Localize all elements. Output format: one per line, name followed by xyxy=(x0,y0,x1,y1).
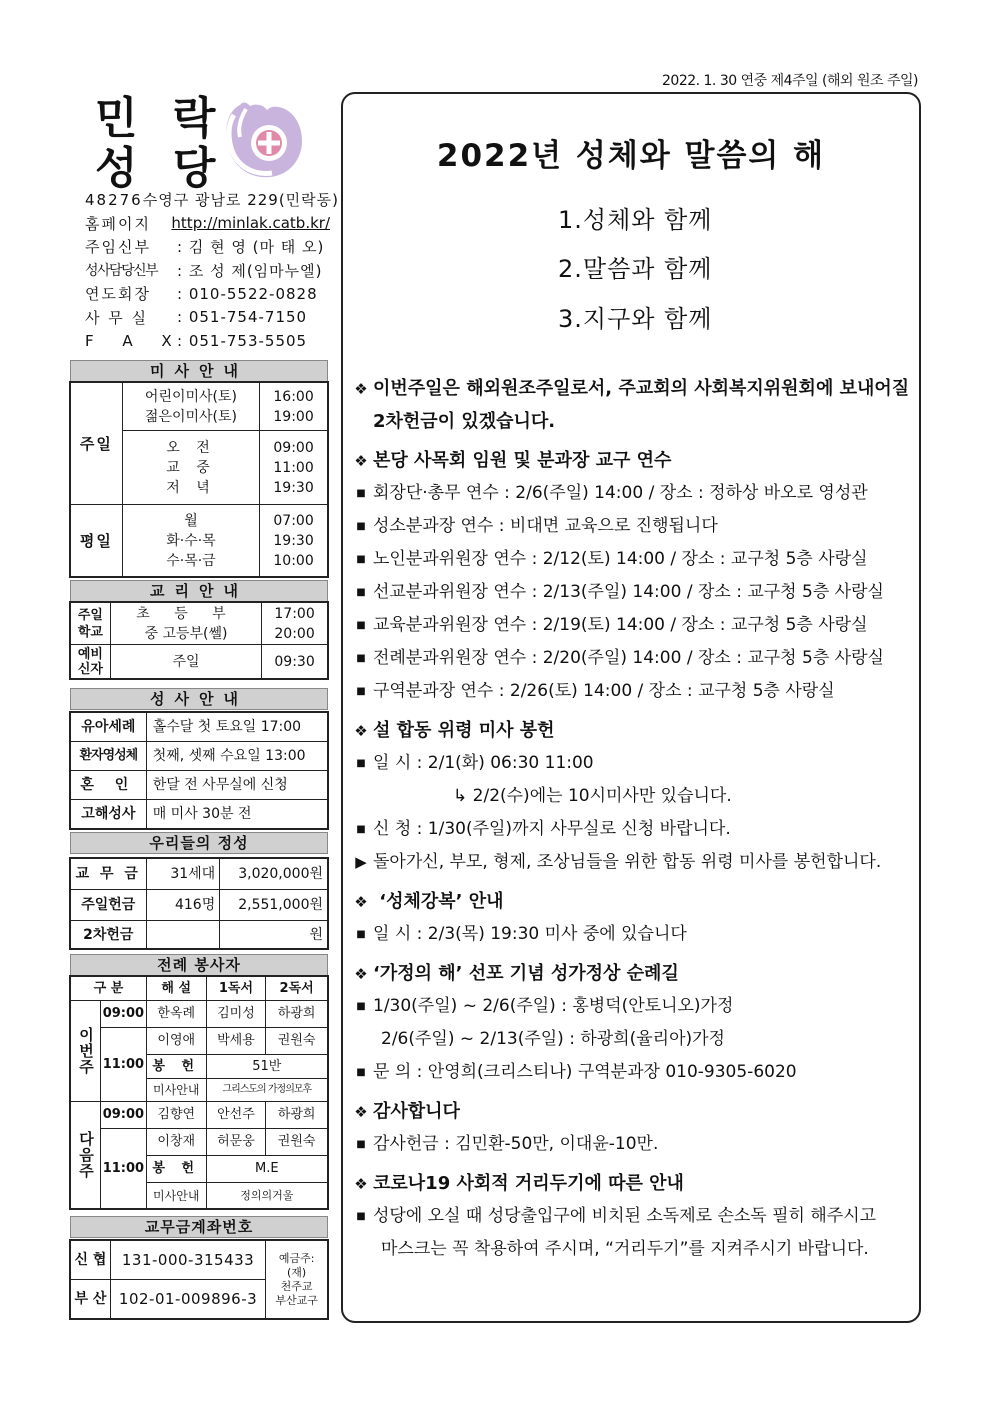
diamond-bullet-icon: ❖ xyxy=(354,893,368,911)
offerings-title: 우리들의 정성 xyxy=(70,832,328,854)
sacraments-title: 성사안내 xyxy=(70,688,328,710)
announcement-line xyxy=(349,1200,914,1233)
square-bullet-icon: ■ xyxy=(356,1211,366,1222)
square-bullet-icon: ■ xyxy=(356,554,366,565)
announcement-line xyxy=(349,747,914,780)
servers-table: 구 분 해 설 1독서 2독서 이번주 09:00 한옥례 김미성 하광희 11:00 이영애 박세용 권원숙 봉 헌 51반 미사안내 그리스도의 가정의모후 다음주 09:00 김향연 안선주 하광희 11:00 이창재 허문웅 권원숙 봉 헌 M.E 미사안내 정의의거울 xyxy=(70,976,328,1209)
announcement-text: 돌아가신, 부모, 형제, 조상님들을 위한 합동 위령 미사를 봉헌합니다. xyxy=(373,852,882,872)
announcement-line xyxy=(349,1056,914,1089)
offerings-table: 교 무 금 31세대 3,020,000원 주일헌금 416명 2,551,000원 2차헌금 원 xyxy=(70,858,328,949)
info-address: 48276 수영구 광남로 229(민락동) xyxy=(85,190,340,210)
arrow-bullet-icon: ▶ xyxy=(355,853,367,871)
info-pastor: 주임신부 : 김 현 영 (마 태 오) xyxy=(85,238,325,257)
next-week-label: 다음주 xyxy=(71,1102,101,1209)
announcement-heading xyxy=(349,405,914,438)
announcement-line xyxy=(349,846,914,879)
announcement-line xyxy=(349,1128,914,1161)
info-chairman: 연도회장 : 010-5522-0828 xyxy=(85,284,318,304)
announcement-text: 일 시 : 2/3(목) 19:30 미사 중에 있습니다 xyxy=(373,924,687,944)
announcement-text: ↳ 2/2(수)에는 10시미사만 있습니다. xyxy=(453,786,732,806)
square-bullet-icon: ■ xyxy=(356,824,366,835)
announcement-line xyxy=(349,642,914,675)
announcement-text: 설 합동 위령 미사 봉헌 xyxy=(373,720,555,741)
this-week-label: 이번주 xyxy=(71,1001,101,1102)
square-bullet-icon: ■ xyxy=(356,929,366,940)
announcement-heading xyxy=(349,714,914,747)
announcement-heading xyxy=(349,444,914,477)
square-bullet-icon: ■ xyxy=(356,521,366,532)
announcement-text: 회장단·총무 연수 : 2/6(주일) 14:00 / 장소 : 정하상 바오로 영성관 xyxy=(373,483,868,503)
diamond-bullet-icon: ❖ xyxy=(354,380,368,398)
announcement-text: 마스크는 꼭 착용하여 주시며, “거리두기”를 지켜주시기 바랍니다. xyxy=(381,1239,869,1259)
accounts-table: 신 협 131-000-315433 예금주: (재) 천주교 부산교구 부 산 102-01-009896-3 xyxy=(70,1240,328,1319)
square-bullet-icon: ■ xyxy=(356,1001,366,1012)
announcement-heading xyxy=(349,957,914,990)
announcement-text: 노인분과위원장 연수 : 2/12(토) 14:00 / 장소 : 교구청 5층 사랑실 xyxy=(373,549,868,569)
announcement-text: 성당에 오실 때 성당출입구에 비치된 소독제로 손소독 필히 해주시고 xyxy=(373,1206,877,1226)
accounts-title: 교무금계좌번호 xyxy=(70,1216,328,1238)
announcement-text: 감사합니다 xyxy=(373,1101,460,1122)
announcement-line xyxy=(349,675,914,708)
announcement-text: 신 청 : 1/30(주일)까지 사무실로 신청 바랍니다. xyxy=(373,819,731,839)
church-name-line2: 성 당 xyxy=(95,143,226,194)
diamond-bullet-icon: ❖ xyxy=(354,452,368,470)
servers-title: 전례 봉사자 xyxy=(70,954,328,976)
announcement-line xyxy=(349,543,914,576)
announcement-text: ‘성체강복’ 안내 xyxy=(373,891,504,912)
square-bullet-icon: ■ xyxy=(356,653,366,664)
announcement-line xyxy=(349,990,914,1023)
square-bullet-icon: ■ xyxy=(356,758,366,769)
announcement-text: 이번주일은 해외원조주일로서, 주교회의 사회복지위원회에 보내어질 xyxy=(373,378,910,399)
main-panel xyxy=(341,92,921,1323)
theme-3: 3.지구와 함께 xyxy=(558,305,713,333)
announcement-line xyxy=(349,510,914,543)
announcement-line xyxy=(349,477,914,510)
announcement-heading xyxy=(349,372,914,405)
announcement-text: 2차헌금이 있겠습니다. xyxy=(373,411,556,432)
announcement-line xyxy=(349,576,914,609)
announcement-line xyxy=(349,918,914,951)
info-homepage: 홈페이지 http://minlak.catb.kr/ xyxy=(85,214,330,233)
square-bullet-icon: ■ xyxy=(356,620,366,631)
info-priest: 성사담당신부 : 조 성 제(임마누엘) xyxy=(85,261,323,280)
announcement-text: 1/30(주일) ~ 2/6(주일) : 홍병덕(안토니오)가정 xyxy=(373,996,734,1016)
info-office: 사 무 실 : 051-754-7150 xyxy=(85,308,308,327)
diamond-bullet-icon: ❖ xyxy=(354,965,368,983)
announcement-text: 코로나19 사회적 거리두기에 따른 안내 xyxy=(373,1173,684,1194)
info-fax: F A X : 051-753-5505 xyxy=(85,331,308,350)
church-name xyxy=(95,94,225,194)
square-bullet-icon: ■ xyxy=(356,587,366,598)
catechism-title: 교리안내 xyxy=(70,580,328,602)
mass-weekday-label: 평일 xyxy=(71,505,123,577)
announcement-text: 성소분과장 연수 : 비대면 교육으로 진행됩니다 xyxy=(373,516,718,536)
announcement-line xyxy=(349,813,914,846)
square-bullet-icon: ■ xyxy=(356,1067,366,1078)
theme-2: 2.말씀과 함께 xyxy=(558,255,713,283)
announcement-text: ‘가정의 해’ 선포 기념 성가정상 순례길 xyxy=(373,963,679,984)
announcement-heading xyxy=(349,1095,914,1128)
announcement-text: 전례분과위원장 연수 : 2/20(주일) 14:00 / 장소 : 교구청 5층 사랑실 xyxy=(373,648,884,668)
mass-table: 주일 어린이미사(토) 젊은이미사(토) 16:00 19:00 오 전 교 중 저 녁 09:00 11:00 19:30 평일 월 화·수·목 수·목·금 07:00 19:30 10:00 xyxy=(70,382,328,577)
announcement-text: 감사헌금 : 김민환-50만, 이대윤-10만. xyxy=(373,1134,659,1154)
square-bullet-icon: ■ xyxy=(356,488,366,499)
church-name-line1: 민 락 xyxy=(95,93,226,144)
church-logo-icon xyxy=(220,97,306,183)
announcement-text: 선교분과위원장 연수 : 2/13(주일) 14:00 / 장소 : 교구청 5층 사랑실 xyxy=(373,582,884,602)
mass-sunday-label: 주일 xyxy=(71,383,123,505)
announcement-line xyxy=(349,780,914,813)
diamond-bullet-icon: ❖ xyxy=(354,1103,368,1121)
date-line: 2022. 1. 30 연중 제4주일 (해외 원조 주일) xyxy=(662,73,918,89)
announcement-text: 본당 사목회 임원 및 분과장 교구 연수 xyxy=(373,450,672,471)
announcement-text: 문 의 : 안영희(크리스티나) 구역분과장 010-9305-6020 xyxy=(373,1062,797,1082)
announcement-line xyxy=(349,1233,914,1266)
catechism-table: 주일 학교 초 등 부 중 고등부(쎌) 17:00 20:00 예비 신자 주일 09:30 xyxy=(70,602,328,679)
square-bullet-icon: ■ xyxy=(356,686,366,697)
diamond-bullet-icon: ❖ xyxy=(354,1175,368,1193)
theme-1: 1.성체와 함께 xyxy=(558,206,713,234)
homepage-link[interactable]: http://minlak.catb.kr/ xyxy=(171,214,330,233)
announcement-text: 교육분과위원장 연수 : 2/19(토) 14:00 / 장소 : 교구청 5층 사랑실 xyxy=(373,615,868,635)
church-info xyxy=(85,188,340,353)
announcement-heading xyxy=(349,1167,914,1200)
square-bullet-icon: ■ xyxy=(356,1139,366,1150)
announcements xyxy=(349,372,914,1266)
announcement-heading xyxy=(349,885,914,918)
mass-title: 미사안내 xyxy=(70,360,328,382)
announcement-text: 구역분과장 연수 : 2/26(토) 14:00 / 장소 : 교구청 5층 사랑실 xyxy=(373,681,835,701)
announcement-line xyxy=(349,1023,914,1056)
announcement-text: 일 시 : 2/1(화) 06:30 11:00 xyxy=(373,753,594,773)
diamond-bullet-icon: ❖ xyxy=(354,722,368,740)
panel-title: 2022년 성체와 말씀의 해 xyxy=(436,138,826,174)
announcement-text: 2/6(주일) ~ 2/13(주일) : 하광희(율리아)가정 xyxy=(381,1029,725,1049)
announcement-line xyxy=(349,609,914,642)
sacraments-table: 유아세례 홀수달 첫 토요일 17:00 환자영성체 첫째, 셋째 수요일 13:00 혼 인 한달 전 사무실에 신청 고해성사 매 미사 30분 전 xyxy=(70,712,328,829)
